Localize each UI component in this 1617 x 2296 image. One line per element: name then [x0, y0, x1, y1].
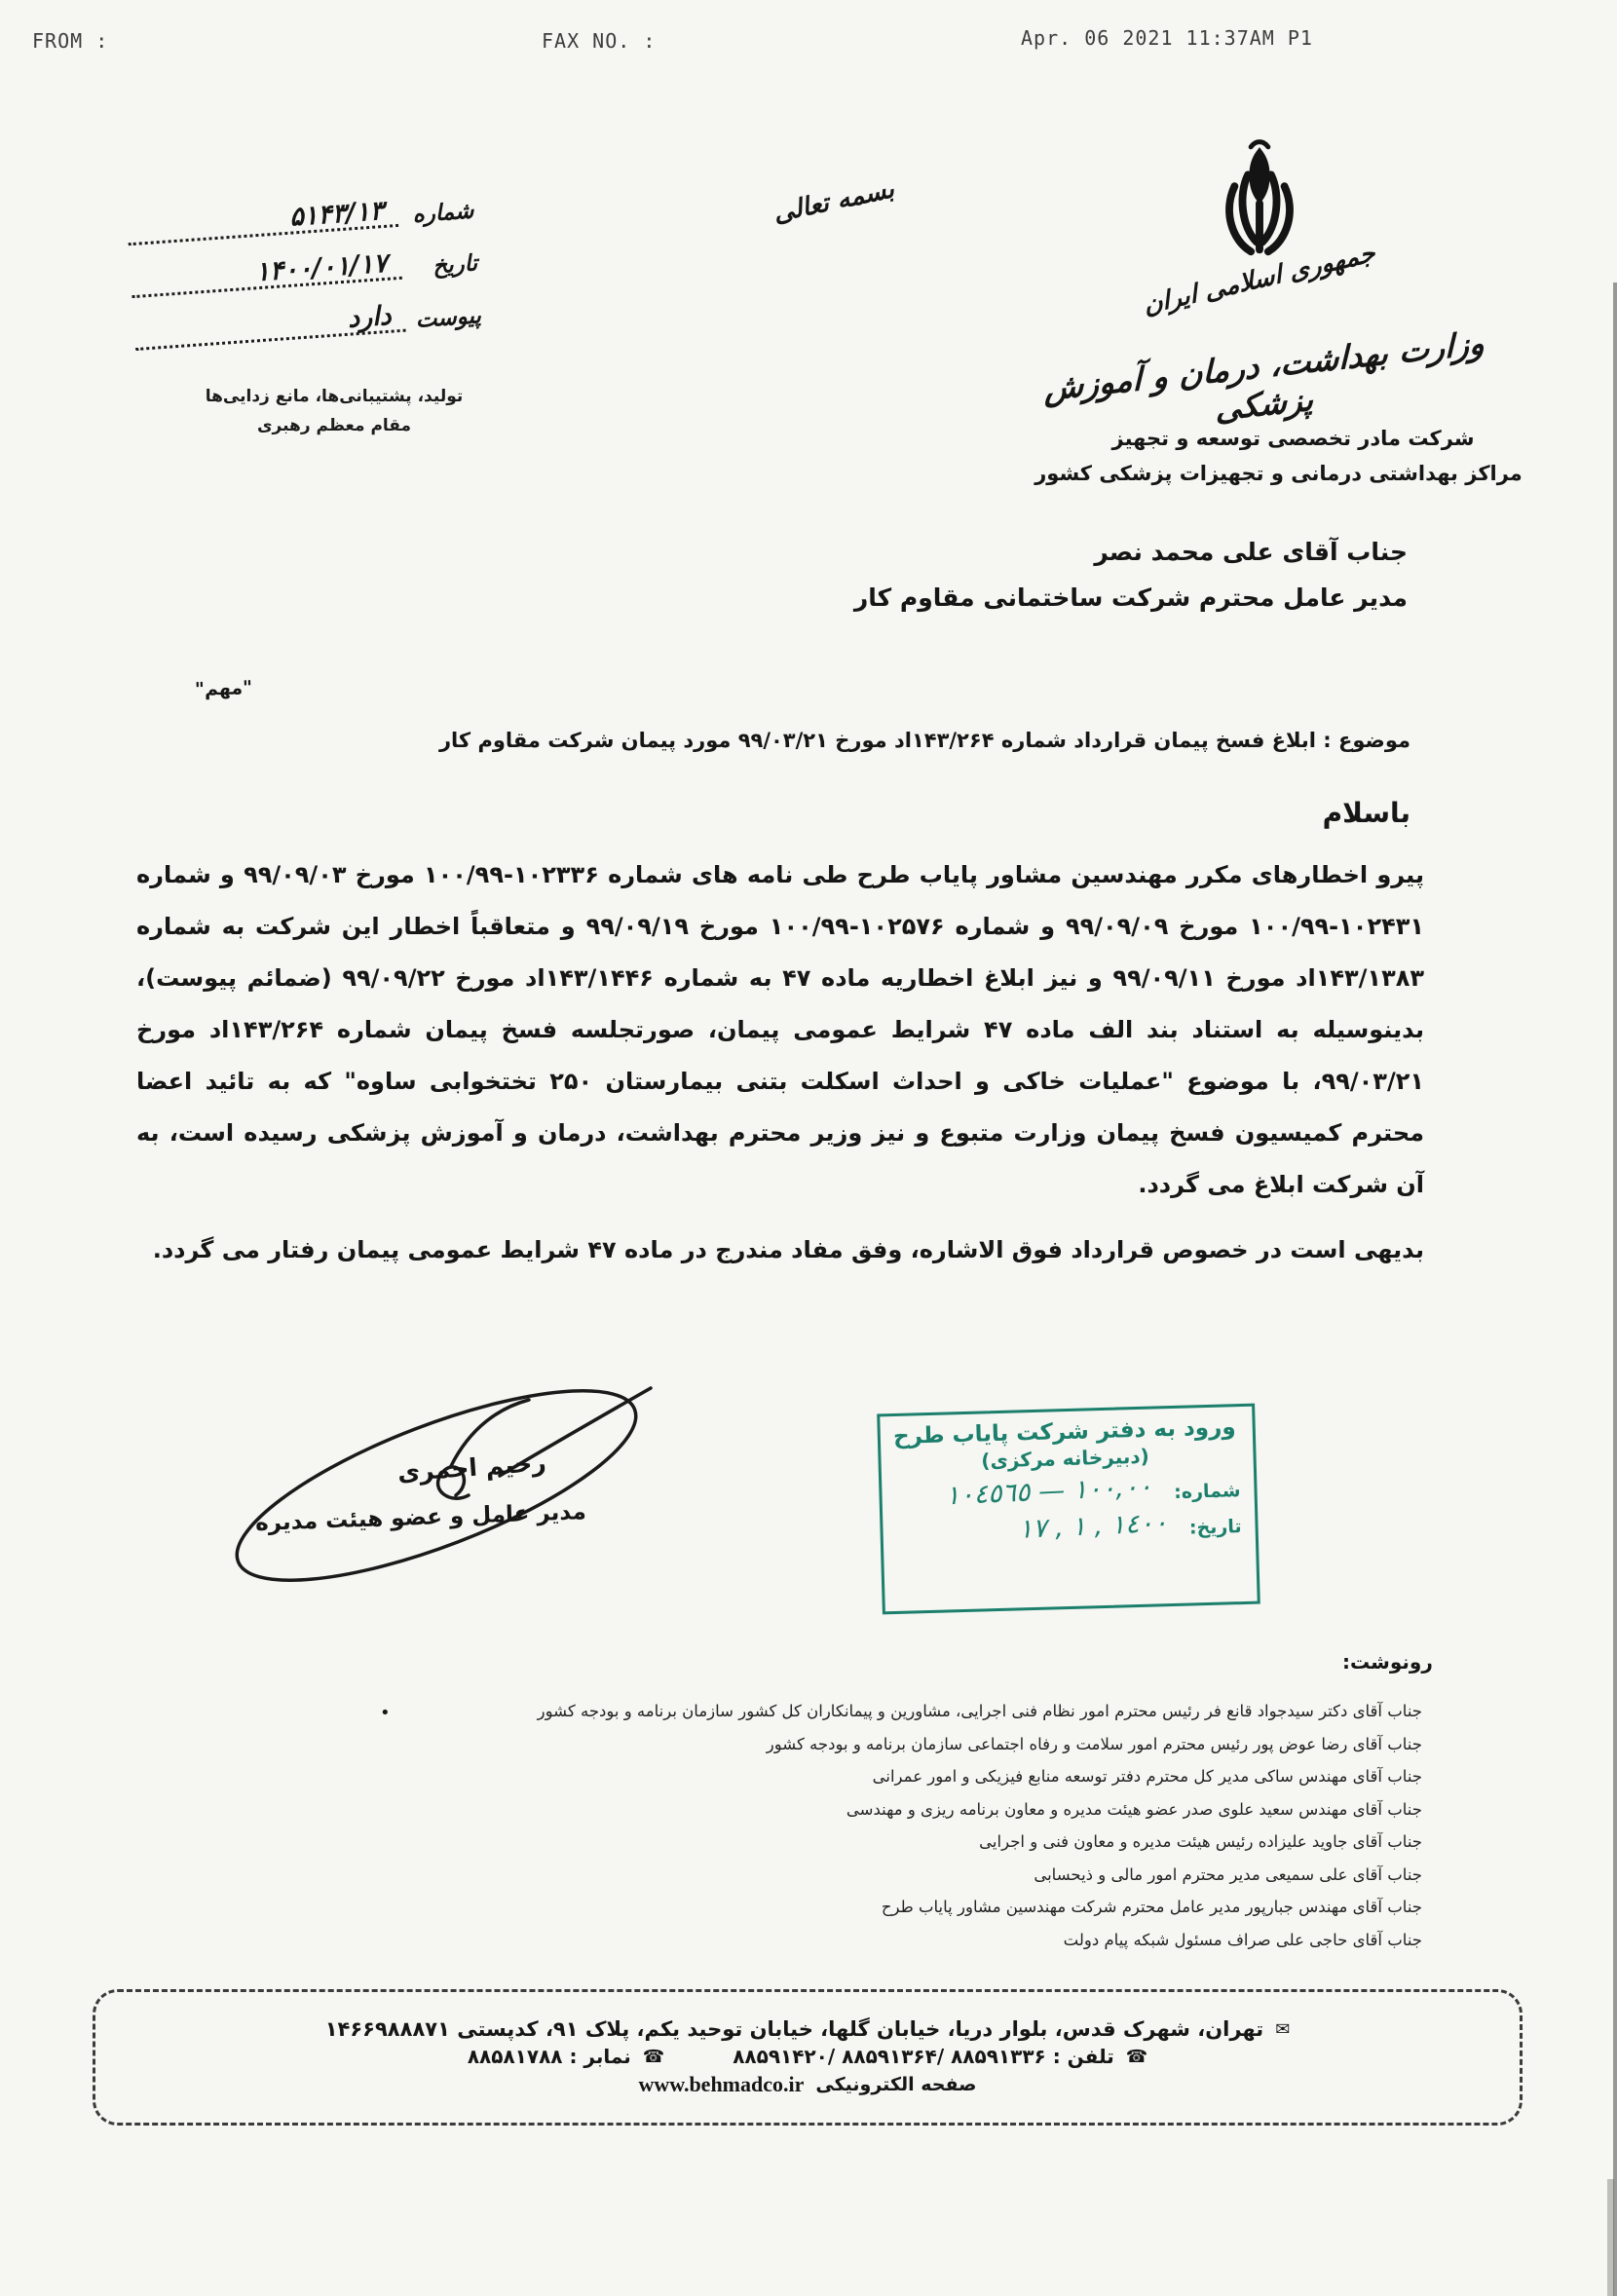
footer-fax: نمابر : ۸۸۵۸۱۷۸۸	[467, 2045, 631, 2068]
fax-icon: ☎	[642, 2046, 665, 2067]
ministry-calligraphy: وزارت بهداشت، درمان و آموزش پزشکی	[1044, 323, 1485, 429]
cc-item: جناب آقای مهندس جبارپور مدیر عامل محترم شرکت مهندسین مشاور پایاب طرح	[881, 1898, 1422, 1916]
letter-body	[136, 849, 1424, 1276]
iran-emblem-icon	[1211, 134, 1308, 269]
stamp-number-label: شماره:	[1173, 1480, 1241, 1503]
scan-edge-artifact	[1613, 282, 1617, 2296]
footer-website-row	[639, 2072, 977, 2097]
slogan-line2: مقام معظم رهبری	[256, 416, 412, 435]
signature-scrawl	[207, 1349, 665, 1622]
stamp-date-label: تاریخ:	[1188, 1516, 1242, 1539]
fax-number-label: FAX NO. :	[542, 29, 657, 53]
bismillah-handwriting: بسمه تعالی	[771, 174, 897, 229]
recipient-block	[209, 538, 1408, 612]
cc-item: جناب آقای دکتر سیدجواد قانع فر رئیس محترم امور نظام فنی اجرایی، مشاورین و پیمانکاران کل کشور سازمان برنامه و بودجه کشور	[537, 1702, 1422, 1720]
cc-item: جناب آقای مهندس ساکی مدیر کل محترم دفتر توسعه منابع فیزیکی و امور عمرانی	[872, 1767, 1422, 1786]
stamp-number-value: ١٠٠,٠٠ — ١٠٤٥٦٥	[945, 1471, 1153, 1512]
footer-website-url: www.behmadco.ir	[638, 2072, 805, 2096]
organization-line2: مراکز بهداشتی درمانی و تجهیزات پزشکی کشور	[1034, 462, 1523, 485]
footer-address: تهران، شهرک قدس، بلوار دریا، خیابان گلها، خیابان توحید یکم، پلاک ۹۱، کدپستی ۱۴۶۶۹۸۸۸۷۱	[324, 2017, 1264, 2041]
cc-item: جناب آقای حاجی علی صراف مسئول شبکه پیام دولت	[1063, 1930, 1422, 1949]
body-paragraph-2: بدیهی است در خصوص قرارداد فوق الاشاره، وفق مفاد مندرج در ماده ۴۷ شرایط عمومی پیمان رفتار می گردد.	[152, 1236, 1424, 1263]
year-slogan	[193, 382, 475, 440]
cc-item: جناب آقای جاوید علیزاده رئیس هیئت مدیره و معاون فنی و اجرایی	[979, 1832, 1422, 1851]
ref-attachment-value: دارد	[346, 300, 393, 334]
ref-date-label: تاریخ	[432, 250, 478, 280]
signatory-name: رحیم احمری	[396, 1448, 547, 1487]
footer-phones: تلفن : ۸۸۵۹۱۳۳۶ /۸۸۵۹۱۳۶۴ /۸۸۵۹۱۴۲۰	[733, 2045, 1114, 2068]
stamp-number-row	[891, 1471, 1241, 1511]
stamp-line1: ورود به دفتر شرکت پایاب طرح	[892, 1414, 1236, 1449]
cc-bullet: •	[380, 1703, 391, 1723]
ref-attachment-label: پیوست	[414, 303, 482, 333]
mail-icon: ✉	[1275, 2018, 1291, 2040]
cc-label: رونوشت:	[1342, 1650, 1433, 1674]
cc-list	[370, 1695, 1422, 1956]
phone-icon: ☎	[1125, 2046, 1148, 2067]
recipient-name: جناب آقای علی محمد نصر	[1094, 538, 1408, 566]
stamp-line2: (دبیرخانه مرکزی)	[981, 1444, 1150, 1473]
stamp-date-value: ١٤٠٠ , ١ , ١٧	[1018, 1507, 1169, 1545]
organization-line1: شرکت مادر تخصصی توسعه و تجهیز	[1111, 427, 1475, 450]
cc-item: جناب آقای رضا عوض پور رئیس محترم امور سلامت و رفاه اجتماعی سازمان برنامه و بودجه کشور	[766, 1734, 1422, 1753]
footer-website-label: صفحه الکترونیکی	[815, 2074, 977, 2095]
importance-note: "مهم"	[194, 676, 253, 701]
secretariat-entry-stamp	[877, 1404, 1260, 1615]
footer-phone-row	[468, 2045, 1147, 2068]
stamp-date-row	[892, 1507, 1242, 1547]
ref-date-value: ۱۴۰۰/۰۱/۱۷	[254, 247, 389, 288]
salutation: باسلام	[1322, 797, 1410, 829]
cc-item: جناب آقای مهندس سعید علوی صدر عضو هیئت مدیره و معاون برنامه ریزی و مهندسی	[846, 1799, 1422, 1819]
footer-address-row	[325, 2017, 1291, 2041]
ref-number-value: ۵۱۴۳/۱۳	[288, 195, 386, 233]
signatory-title: مدیر عامل و عضو هیئت مدیره	[254, 1499, 587, 1536]
republic-calligraphy: جمهوری اسلامی ایران	[1142, 238, 1377, 321]
slogan-line1: تولید، پشتیبانی‌ها، مانع زدایی‌ها	[205, 387, 464, 406]
scan-edge-artifact-bottom	[1607, 2179, 1614, 2296]
fax-timestamp: Apr. 06 2021 11:37AM P1	[1021, 26, 1313, 50]
ref-number-label: شماره	[411, 198, 475, 228]
reference-block	[120, 179, 482, 361]
body-paragraph-1: پیرو اخطارهای مکرر مهندسین مشاور پایاب طرح طی نامه های شماره ۱۰۲۳۳۶-۱۰۰/۹۹ مورخ ۹۹/۰۹/۰۳ و شماره ۱۰۲۴۳۱-۱۰۰/۹۹ مورخ ۹۹/۰۹/۰۹ و شماره ۱۰۲۵۷۶-۱۰۰/۹۹ مورخ ۹۹/۰۹/۱۹ و متعاقباً اخطار این شرکت به شماره ۱۴۳/۱۳۸۳اد مورخ ۹۹/۰۹/۱۱ و نیز ابلاغ اخطاریه ماده ۴۷ به شماره ۱۴۳/۱۴۴۶اد مورخ ۹۹/۰۹/۲۲ (ضمائم پیوست)، بدینوسیله به استناد بند الف ماده ۴۷ شرایط عمومی پیمان، صورتجلسه فسخ پیمان شماره ۱۴۳/۲۶۴اد مورخ ۹۹/۰۳/۲۱، با موضوع "عملیات خاکی و احداث اسکلت بتنی بیمارستان ۲۵۰ تختخوابی ساوه" که به تائید اعضا محترم کمیسیون فسخ پیمان وزارت متبوع و نیز وزیر محترم بهداشت، درمان و آموزش پزشکی رسیده است، به آن شرکت ابلاغ می گردد.	[136, 861, 1425, 1198]
recipient-title: مدیر عامل محترم شرکت ساختمانی مقاوم کار	[853, 583, 1408, 612]
cc-item: جناب آقای علی سمیعی مدیر محترم امور مالی و ذیحسابی	[1034, 1864, 1422, 1884]
subject-line: موضوع : ابلاغ فسخ پیمان قرارداد شماره ۱۴۳/۲۶۴اد مورخ ۹۹/۰۳/۲۱ مورد پیمان شرکت مقاوم کار	[438, 729, 1410, 752]
fax-from-label: FROM :	[32, 29, 109, 53]
footer-contact-box	[93, 1989, 1523, 2126]
